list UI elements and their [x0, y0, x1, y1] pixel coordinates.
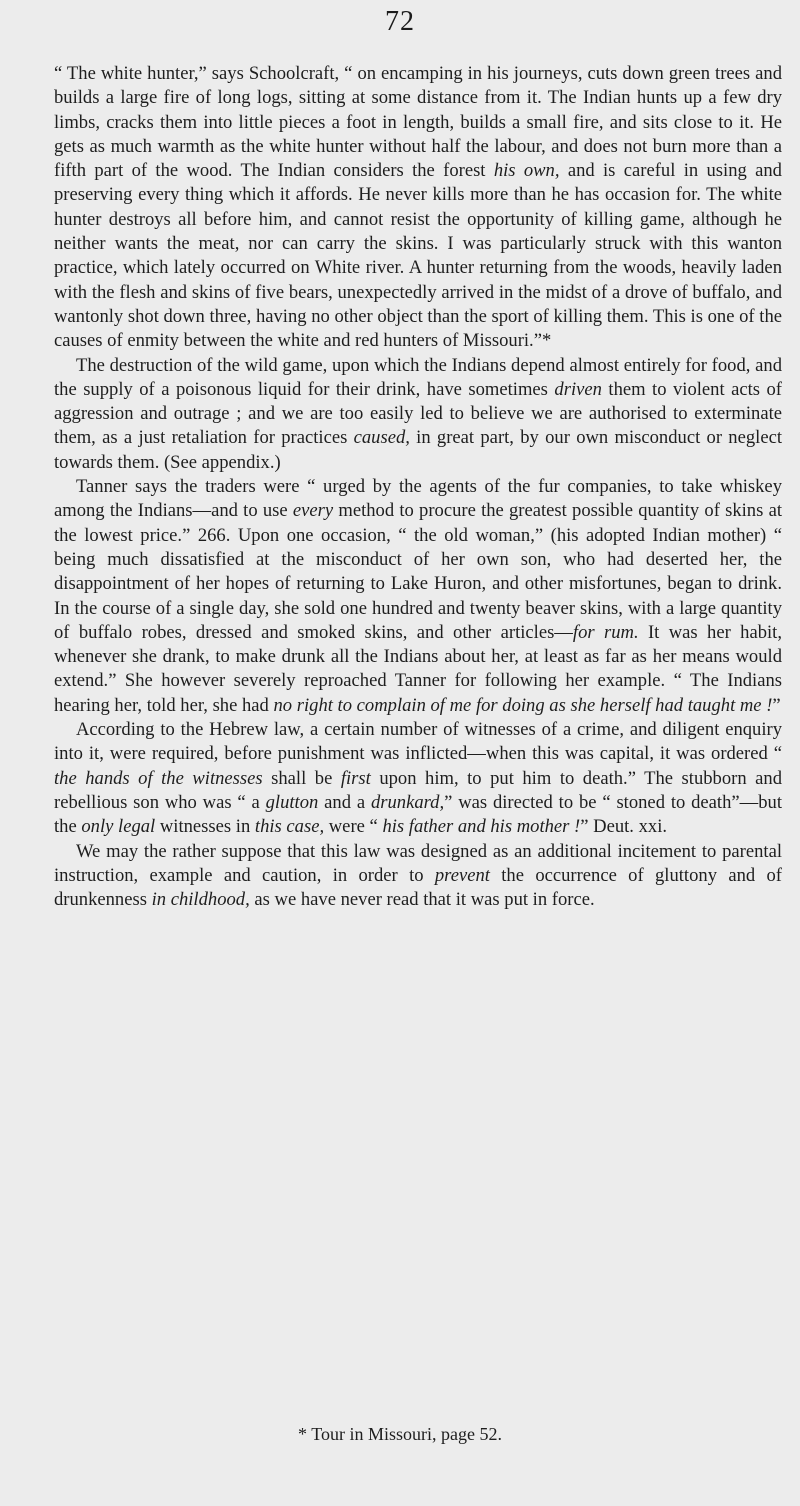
- italic-text: first: [340, 767, 371, 789]
- italic-text: caused,: [353, 427, 410, 449]
- italic-text: this case,: [254, 816, 325, 838]
- italic-text: for rum.: [572, 621, 639, 643]
- text-run: them to violent acts of aggression and outrage ; and we are too easily led to believe we are authorised to exterminate them, as a just retaliation for practices: [54, 378, 782, 449]
- text-run: ” was directed to be “ stoned to death”—but the: [54, 791, 782, 838]
- italic-text: in childhood,: [151, 889, 250, 911]
- text-run: the occurrence of gluttony and of drunkenness: [54, 864, 782, 911]
- paragraph-additional-incitement: [54, 840, 782, 913]
- text-run: ” Deut. xxi.: [580, 816, 668, 838]
- text-run: were “: [324, 816, 383, 838]
- italic-text: every: [292, 500, 334, 522]
- text-run: “ The white hunter,” says Schoolcraft, “ on encamping in his journeys, cuts down green trees and builds a large fire of long logs, sitting at some distance from it. The Indian hunts up a few dry limbs, cracks them into little pieces a foot in length, builds a small fire, and sits close to it. He gets as much warmth as the white hunter without half the labour, and does not burn more than a fifth part of the wood. The Indian considers the forest: [54, 63, 782, 182]
- text-run: and is careful in using and preserving every thing which it affords. He never kills more than he has occasion for. The white hunter destroys all before him, and cannot resist the opportunity of killing game, although he neither wants the meat, nor can carry the skins. I was particularly struck with this wanton practice, which lately occurred on White river. A hunter returning from the woods, heavily laden with the flesh and skins of five bears, unexpectedly arrived in the midst of a drove of buffalo, and wantonly shot down three, having no other object than the sport of killing them. This is one of the causes of enmity between the white and red hunters of Missouri.”*: [54, 160, 782, 352]
- text-run: witnesses in: [155, 816, 255, 838]
- body-text: [54, 62, 782, 912]
- text-run: shall be: [262, 767, 341, 789]
- footnote: * Tour in Missouri, page 52.: [298, 1424, 502, 1444]
- italic-text: his father and his mother !: [382, 816, 581, 838]
- paragraph-hebrew-law: [54, 718, 782, 839]
- text-run: method to procure the greatest possible quantity of skins at the lowest price.” 266. Upon one occasion, “ the old woman,” (his adopted Indian mother) “ being much dissatisfied at the misconduct of her own son, who had deserted her, the disappointment of her hopes of returning to Lake Huron, and other misfortunes, began to drink. In the course of a single day, she sold one hundred and twenty beaver skins, with a large quantity of buffalo robes, dressed and smoked skins, and other articles—: [54, 500, 782, 643]
- page-number: 72: [385, 6, 415, 37]
- text-run: in great part, by our own misconduct or neglect towards them. (See appendix.): [54, 427, 782, 473]
- italic-text: glutton: [265, 791, 319, 813]
- paragraph-schoolcraft-quote: [54, 62, 782, 354]
- text-run: It was her habit, whenever she drank, to make drunk all the Indians about her, at least as far as her means would extend.” She however severely reproached Tanner for following her example. “ The Indians hearing her, told her, she had: [54, 621, 782, 716]
- italic-text: drunkard,: [370, 791, 445, 813]
- italic-text: driven: [554, 378, 602, 400]
- italic-text: no right to complain of me for doing as she herself had taught me !: [273, 694, 773, 716]
- italic-text: the hands of the witnesses: [54, 767, 263, 789]
- text-run: upon him, to put him to death.” The stubborn and rebellious son who was “ a: [54, 767, 782, 813]
- italic-text: only legal: [81, 816, 156, 838]
- text-run: ”: [772, 694, 781, 716]
- text-run: According to the Hebrew law, a certain number of witnesses of a crime, and diligent enquiry into it, were required, before punishment was inflicted—when this was capital, it was ordered “: [54, 719, 782, 765]
- text-run: and a: [318, 791, 371, 813]
- paragraph-tanner-traders: [54, 475, 782, 718]
- text-run: as we have never read that it was put in force.: [249, 889, 595, 911]
- text-run: Tanner says the traders were “ urged by the agents of the fur companies, to take whiskey among the Indians—and to use: [54, 476, 782, 522]
- text-run: The destruction of the wild game, upon which the Indians depend almost entirely for food, and the supply of a poisonous liquid for their drink, have sometimes: [54, 354, 782, 400]
- text-run: We may the rather suppose that this law was designed as an additional incitement to parental instruction, example and caution, in order to: [54, 840, 782, 886]
- italic-text: prevent: [434, 864, 490, 886]
- italic-text: his own,: [493, 160, 560, 182]
- paragraph-destruction-of-game: [54, 354, 782, 475]
